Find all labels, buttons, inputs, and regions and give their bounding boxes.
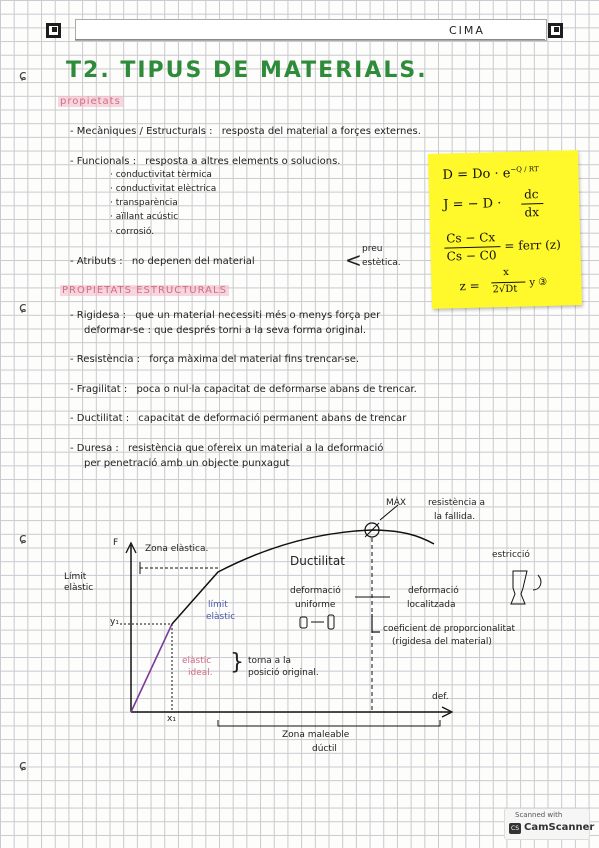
formula-z-num: x [502,266,509,279]
limit-elastic-label: elàstic [64,583,94,593]
zona-maleable-bracket [218,720,440,726]
formula-erf-num: Cs − Cx [446,230,496,246]
propietat-term: - Resistència : [70,354,140,365]
coef-label: (rigidesa del material) [392,637,492,647]
formula-z-den: 2√Dt [492,283,518,296]
binder-hole-icon: ɕ [19,68,27,84]
section-heading-text: propietats [60,96,121,107]
def-localitzada-label: deformació [408,586,459,596]
header-field-label: CIMA [449,24,485,37]
page-title: T2. TIPUS DE MATERIALS. [66,58,428,83]
funcionals-item: · transparència [110,198,178,208]
binder-hole-icon: ɕ [19,531,27,547]
propietat-desc: que un material necessiti més o menys força per [135,310,381,321]
formula-text: D = Do · e [442,166,511,183]
formula-erf-den: Cs − C0 [446,248,497,264]
zona-maleable-label: Zona maleable [282,730,350,740]
x1-label: x₁ [167,714,176,724]
propietat-desc: poca o nul·la capacitat de deformarse abans de trencar. [136,384,417,395]
atributs-term: - Atributs : [70,256,123,267]
limit-elastic-label: Límit [64,572,87,582]
propietat-term: - Ductilitat : [70,413,130,424]
propietat-desc-cont: deformar-se : que després torni a la seva forma original. [84,325,367,336]
specimen-before-icon [300,617,307,628]
funcionals-item: · aïllant acústic [110,212,179,222]
brace-icon: } [230,650,244,675]
formula-text: J = − D · [443,196,502,213]
funcionals-item: · corrosió. [110,227,155,237]
max-label: MÀX [386,498,407,508]
elastic-ideal-label: ideal. [188,668,213,678]
propietat-term: - Duresa : [70,443,119,454]
coef-bracket [372,614,380,632]
formula-fraction-den: dx [524,205,540,220]
funcionals-item: · conductivitat tèrmica [110,170,212,180]
y1-label: y₁ [110,617,119,627]
elastic-line [131,624,172,712]
formula-exponent: −Q / RT [510,165,539,174]
brace-icon: < [345,248,362,272]
scanner-line1: Scanned with [515,811,563,819]
propietat-desc: resistència que ofereix un material a la deformació [127,443,384,454]
funcionals-item: · conductivitat elèctrica [110,184,217,194]
atributs-desc: no depenen del material [131,256,255,267]
axis-label-x: def. [432,692,449,702]
mecaniques-desc: resposta del material a forçes externes. [221,126,421,137]
formula-erf-rhs: = ferr (z) [504,237,561,254]
max-desc: resistència a [428,498,486,508]
atributs-brace-item: estètica. [362,258,401,268]
def-uniforme-label: uniforme [295,600,336,610]
zona-elastica-label: Zona elàstica. [145,544,209,554]
propietat-term: - Fragilitat : [70,384,128,395]
propietat-term: - Rigidesa : [70,310,127,321]
axis-label-y: F [113,538,119,548]
torna-label: torna a la [248,656,292,666]
scanner-badge [504,808,595,840]
mecaniques-term: - Mecàniques / Estructurals : [70,126,213,137]
formula-fraction-num: dc [523,187,539,202]
limit-elastic-blue-label: límit [208,600,228,610]
funcionals-term: - Funcionals : [70,156,137,167]
section-heading-text: PROPIETATS ESTRUCTURALS [62,285,227,296]
def-localitzada-label: localitzada [407,600,456,610]
propietat-desc: força màxima del material fins trencar-se. [149,354,360,365]
funcionals-desc: resposta a altres elements o solucions. [145,156,341,167]
propietat-desc-cont: per penetració amb un objecte punxagut [84,458,290,469]
max-desc: la fallida. [434,512,476,522]
propietat-desc: capacitat de deformació permanent abans de trencar [138,413,407,424]
binder-hole-icon: ɕ [19,758,27,774]
estriccio-arrow-icon [533,575,541,590]
formula-z: z = [459,278,480,294]
specimen-after-icon [328,615,334,629]
atributs-brace-item: preu [362,244,383,254]
coef-label: coeficient de proporcionalitat [383,624,516,634]
camscanner-logo-icon: CS [511,825,519,832]
elastic-ideal-label: elàstic [182,656,212,666]
estriccio-label: estricció [492,550,530,560]
zona-maleable-label: dúctil [312,744,337,754]
def-uniforme-label: deformació [290,586,341,596]
estriccio-specimen-icon [511,571,527,604]
torna-label: posició original. [248,668,319,678]
limit-elastic-blue-label: elàstic [206,612,236,622]
ductilitat-label: Ductilitat [290,554,345,568]
binder-hole-icon: ɕ [19,300,27,316]
formula-z-tail: y ③ [529,276,548,289]
scanner-line2: CamScanner [524,822,595,833]
